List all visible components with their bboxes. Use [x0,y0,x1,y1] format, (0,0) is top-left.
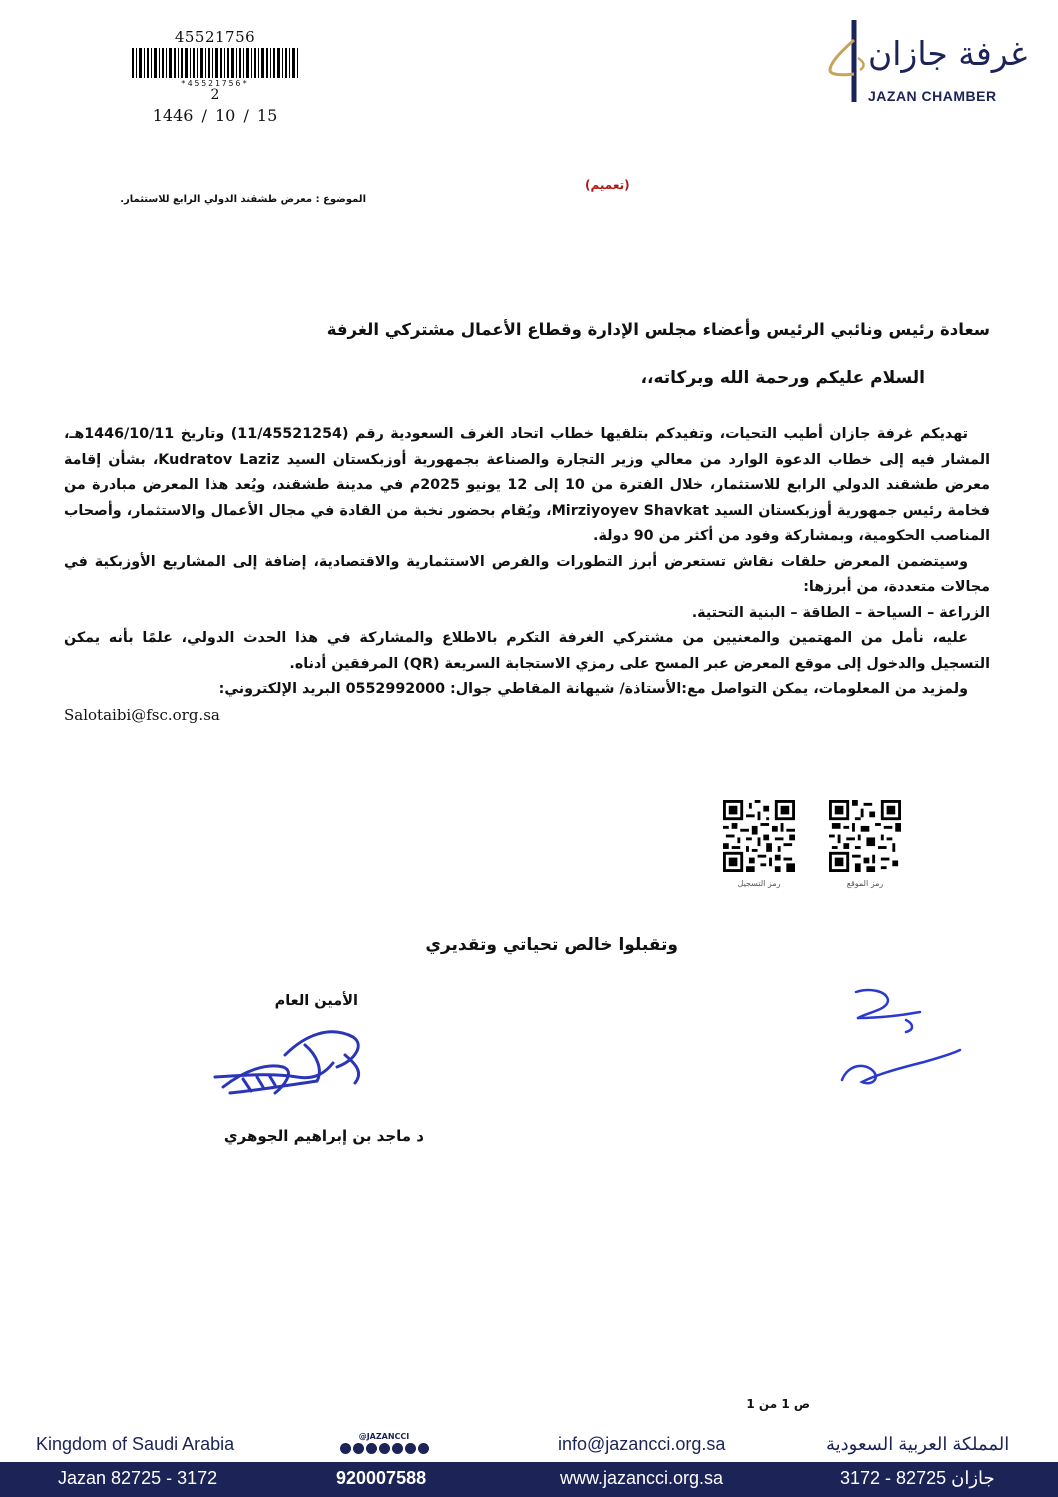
hijri-date: 1446 / 10 / 15 [152,106,278,125]
linkedin-icon[interactable] [418,1443,429,1454]
social-handle[interactable]: @JAZANCCI [358,1432,410,1441]
signature-initial [828,980,968,1100]
barcode-copy-number: 2 [210,87,220,103]
qr-website[interactable] [828,800,902,888]
circular-label: (تعميم) [585,178,630,192]
paragraph-sectors: الزراعة – السياحة – الطاقة – البنية التحتية. [691,604,990,621]
footer-country-ar: المملكة العربية السعودية [826,1434,1010,1454]
barcode-block [120,28,310,125]
barcode-digits: *45521756* [180,79,250,88]
letter-body [64,422,990,728]
footer-country-en: Kingdom of Saudi Arabia [36,1434,235,1454]
page-number: ص 1 من 1 [746,1397,810,1411]
paragraph-invitation: تهديكم غرفة جازان أطيب التحيات، وتفيدكم بتلقيها خطاب اتحاد الغرف السعودية رقم (11/45521254) وتاريخ 1446/10/11هـ، المشار فيه إلى خطاب الدعوة الوارد من معالي وزير التجارة والصناعة بجمهورية أوزبكستان السيد Kudratov Laziz، بشأن إقامة معرض طشقند الدولي الرابع للاستثمار، خلال الفترة من 10 إلى 12 يونيو 2025م في مدينة طشقند، ويُعد هذا المعرض مبادرة من فخامة رئيس جمهورية أوزبكستان السيد Mirziyoyev Shavkat، ويُقام بحضور نخبة من القادة في مجال الأعمال والاستثمار، وأصحاب المناصب الحكومية، وبمشاركة وفود من أكثر من 90 دولة. [64,426,991,544]
youtube-icon[interactable] [392,1443,403,1454]
qr-website-caption: رمز الموقع [846,879,884,888]
signatory-title: الأمين العام [274,993,358,1009]
logo-arabic-text: غرفة جازان [868,34,1028,73]
barcode-number: 45521756 [174,28,256,46]
footer-website[interactable]: www.jazancci.org.sa [560,1468,724,1488]
tiktok-icon[interactable] [405,1443,416,1454]
closing-text: وتقبلوا خالص تحياتي وتقديري [425,935,678,955]
barcode-image [130,48,300,78]
qr-registration-caption: رمز التسجيل [737,879,781,888]
qr-website-icon [829,800,901,872]
x-twitter-icon[interactable] [379,1443,390,1454]
greeting: السلام عليكم ورحمة الله وبركاته،، [640,368,925,388]
instagram-icon[interactable] [366,1443,377,1454]
contact-email[interactable]: Salotaibi@fsc.org.sa [64,705,220,724]
addressee: سعادة رئيس ونائبي الرئيس وأعضاء مجلس الإدارة وقطاع الأعمال مشتركي الغرفة [326,320,990,339]
footer-address-en: Jazan 82725 - 3172 [58,1468,218,1488]
qr-codes [722,800,904,895]
snapchat-icon[interactable] [340,1443,351,1454]
logo-english-text: JAZAN CHAMBER [868,88,997,104]
qr-registration-icon [722,800,796,872]
subject-line: الموضوع : معرض طشقند الدولي الرابع للاستثمار. [120,194,366,205]
footer-bar [0,1462,1058,1497]
paragraph-sessions: وسيتضمن المعرض حلقات نقاش تستعرض أبرز التطورات والفرص الاستثمارية والاقتصادية، إضافة إلى المشاريع الأوزبكية في مجالات متعددة، من أبرزها: [64,553,990,595]
jazan-chamber-logo [810,18,1030,108]
qr-registration[interactable] [722,800,796,888]
footer-email[interactable]: info@jazancci.org.sa [558,1434,726,1454]
social-links [334,1432,434,1454]
signature-main [205,1015,380,1120]
logo-mark-icon [824,18,872,108]
signatory-name: د ماجد بن إبراهيم الجوهري [223,1127,424,1145]
social-icons-row [334,1443,434,1454]
paragraph-contact: ولمزيد من المعلومات، يمكن التواصل مع:الأستاذة/ شيهانة المقاطي جوال: 0552992000 البريد الإلكتروني: [218,681,968,697]
footer-phone[interactable]: 920007588 [336,1468,427,1488]
facebook-icon[interactable] [353,1443,364,1454]
paragraph-registration: عليه، نأمل من المهتمين والمعنيين من مشتركي الغرفة التكرم بالاطلاع والمشاركة في هذا الحدث الدولي، علمًا بأنه يمكن التسجيل والدخول إلى موقع المعرض عبر المسح على رمزي الاستجابة السريعة (QR) المرفقين أدناه. [64,630,990,672]
footer-address-ar: جازان 82725 - 3172 [840,1468,995,1488]
footer-contact-row [0,1430,1058,1458]
